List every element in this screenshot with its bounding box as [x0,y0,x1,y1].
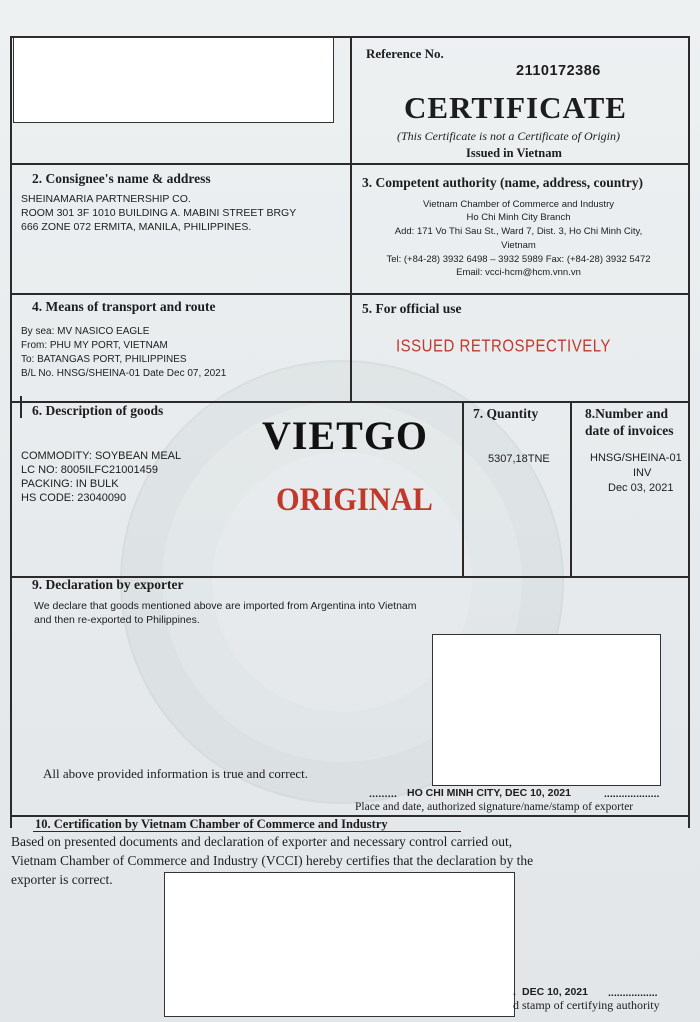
consignee-line: ROOM 301 3F 1010 BUILDING A. MABINI STREET BRGY [21,207,297,219]
official-use-heading: 5. For official use [362,301,462,316]
goods-line: PACKING: IN BULK [21,478,119,490]
divider-qty [462,401,464,577]
certifying-mark: . [513,986,516,998]
reference-number: 2110172386 [516,63,601,79]
certification-line: exporter is correct. [11,872,113,887]
goods-line: COMMODITY: SOYBEAN MEAL [21,450,182,462]
retrospective-stamp: ISSUED RETROSPECTIVELY [396,336,611,357]
certification-date: DEC 10, 2021 [522,986,588,998]
consignee-line: SHEINAMARIA PARTNERSHIP CO. [21,193,191,205]
authority-signature-redaction [164,872,515,1017]
transport-line: By sea: MV NASICO EAGLE [21,326,150,337]
certification-line: Based on presented documents and declaration of exporter and necessary control carried out, [11,834,513,849]
declaration-line: We declare that goods mentioned above are imported from Argentina into Vietnam [34,600,417,612]
consignee-line: 666 ZONE 072 ERMITA, MANILA, PHILIPPINES. [21,221,252,233]
invoice-heading: 8.Number and [585,406,669,421]
declaration-line: and then re-exported to Philippines. [34,614,200,626]
transport-heading: 4. Means of transport and route [32,299,216,314]
certification-caption: d stamp of certifying authority [513,998,660,1012]
authority-heading: 3. Competent authority (name, address, country) [362,175,643,190]
certificate-subtitle: (This Certificate is not a Certificate of Origin) [397,129,620,143]
authority-line: Vietnam [501,240,536,251]
quantity-value: 5307,18TNE [488,453,550,465]
edge-mark [20,396,22,418]
authority-line: Email: vcci-hcm@hcm.vnn.vn [456,267,581,278]
transport-line: B/L No. HNSG/SHEINA-01 Date Dec 07, 2021 [21,368,227,379]
original-stamp: ORIGINAL [276,482,433,518]
exporter-dots-right: ................... [604,788,660,800]
goods-line: LC NO: 8005ILFC21001459 [21,464,158,476]
authority-line: Vietnam Chamber of Commerce and Industry [423,199,614,210]
row-line-2 [10,293,690,295]
certification-heading: 10. Certification by Vietnam Chamber of Commerce and Industry [35,817,388,831]
authority-line: Tel: (+84-28) 3932 6498 – 3932 5989 Fax: (+84-28) 3932 5472 [386,254,651,265]
exporter-signature-redaction [432,634,661,786]
frame-left [10,36,12,828]
row-line-1 [10,163,690,165]
reference-label: Reference No. [366,46,444,61]
vietgo-watermark: VIETGO [262,413,429,458]
frame-right [688,36,690,828]
goods-line: HS CODE: 23040090 [21,492,127,504]
declaration-heading: 9. Declaration by exporter [32,577,184,592]
invoice-date: Dec 03, 2021 [608,482,674,494]
invoice-suffix: INV [633,467,652,479]
invoice-number: HNSG/SHEINA-01 [590,452,682,464]
transport-line: To: BATANGAS PORT, PHILIPPINES [21,354,187,365]
authority-line: Ho Chi Minh City Branch [466,212,571,223]
certification-line: Vietnam Chamber of Commerce and Industry (VCCI) hereby certifies that the declaration by the [11,853,534,868]
transport-line: From: PHU MY PORT, VIETNAM [21,340,168,351]
certification-heading-underline [33,831,461,832]
certificate-title: CERTIFICATE [404,90,627,125]
invoice-heading-2: date of invoices [585,423,674,438]
exporter-place-caption: Place and date, authorized signature/name/stamp of exporter [355,801,634,813]
exporter-redaction [13,37,334,123]
divider-invoice [570,401,572,577]
authority-line: Add: 171 Vo Thi Sau St., Ward 7, Dist. 3, Ho Chi Minh City, [394,226,643,237]
certification-dots: ................. [608,987,658,999]
exporter-place-date: HO CHI MINH CITY, DEC 10, 2021 [407,787,571,799]
issued-in: Issued in Vietnam [466,146,562,160]
consignee-heading: 2. Consignee's name & address [32,171,211,186]
exporter-dots-left: ......... [369,788,398,800]
goods-heading: 6. Description of goods [32,403,164,418]
quantity-heading: 7. Quantity [473,406,539,421]
true-statement: All above provided information is true and correct. [43,766,308,781]
